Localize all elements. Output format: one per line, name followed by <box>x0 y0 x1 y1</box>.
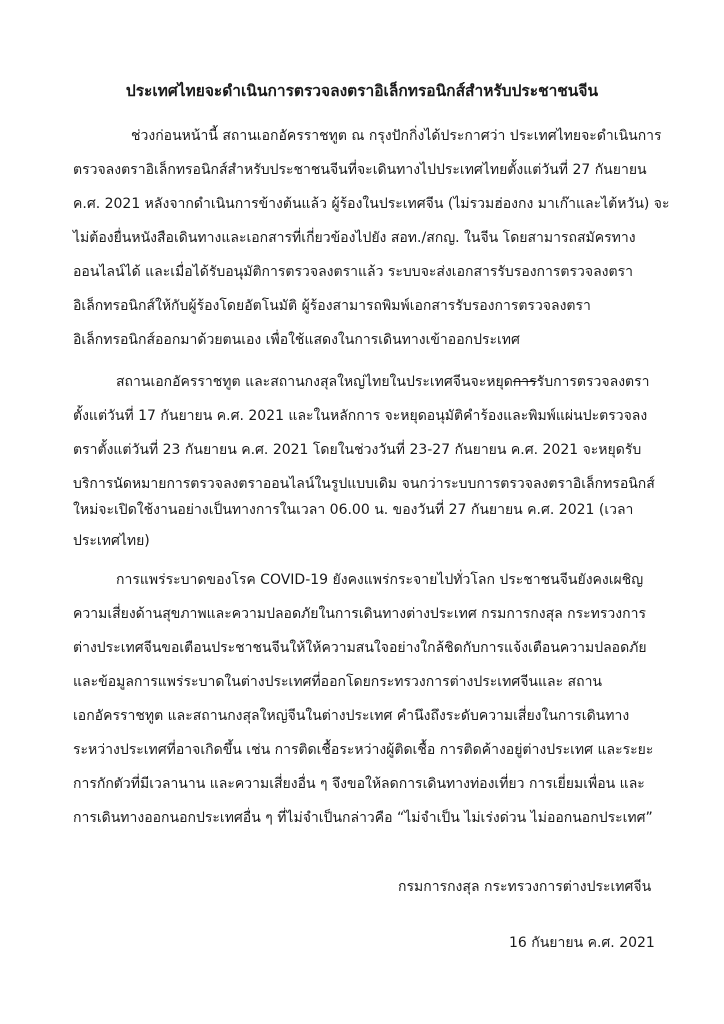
paragraph-line <box>116 372 650 392</box>
paragraph-line: ประเทศไทย) <box>73 533 150 549</box>
paragraph-line: และข้อมูลการแพร่ระบาดในต่างประเทศที่ออกโดยกระทรวงการต่างประเทศจีนและ สถาน <box>73 674 603 690</box>
paragraph-line: การแพร่ระบาดของโรค COVID-19 ยังคงแพร่กระจายไปทั่วโลก ประชาชนจีนยังคงเผชิญ <box>116 572 644 588</box>
paragraph-line: เอกอัครราชทูต และสถานกงสุลใหญ่จีนในต่างประเทศ คำนึงถึงระดับความเสี่ยงในการเดินทาง <box>73 708 630 724</box>
paragraph-line: ใหม่จะเปิดใช้งานอย่างเป็นทางการในเวลา 06.00 น. ของวันที่ 27 กันยายน ค.ศ. 2021 (เวลา <box>73 502 634 518</box>
paragraph-line: บริการนัดหมายการตรวจลงตราออนไลน์ในรูปแบบเดิม จนกว่าระบบการตรวจลงตราอิเล็กทรอนิกส์ <box>73 476 655 492</box>
document-title: ประเทศไทยจะดำเนินการตรวจลงตราอิเล็กทรอนิกส์สำหรับประชาชนจีน <box>125 82 599 100</box>
line-text: สถานเอกอัครราชทูต และสถานกงสุลใหญ่ไทยในประเทศจีนจะหยุด <box>116 374 513 390</box>
paragraph-line: ตั้งแต่วันที่ 17 กันยายน ค.ศ. 2021 และในหลักการ จะหยุดอนุมัติคำร้องและพิมพ์แผ่นปะตรวจลง <box>73 408 648 424</box>
paragraph-line: ออนไลน์ได้ และเมื่อได้รับอนุมัติการตรวจลงตราแล้ว ระบบจะส่งเอกสารรับรองการตรวจลงตรา <box>73 264 633 280</box>
paragraph-line: การกักตัวที่มีเวลานาน และความเสี่ยงอื่น ๆ จึงขอให้ลดการเดินทางท่องเที่ยว การเยี่ยมเพื่อน และ <box>73 776 645 792</box>
paragraph-line: ระหว่างประเทศที่อาจเกิดขึ้น เช่น การติดเชื้อระหว่างผู้ติดเชื้อ การติดค้างอยู่ต่างประเทศ และระยะ <box>73 742 654 758</box>
signature-organization: กรมการกงสุล กระทรวงการต่างประเทศจีน <box>398 879 652 895</box>
paragraph-line: ตราตั้งแต่วันที่ 23 กันยายน ค.ศ. 2021 โดยในช่วงวันที่ 23-27 กันยายน ค.ศ. 2021 จะหยุดรับ <box>73 442 642 458</box>
struck-text: การ <box>512 374 537 390</box>
signature-date: 16 กันยายน ค.ศ. 2021 <box>509 935 655 951</box>
paragraph-line: ต่างประเทศจีนขอเตือนประชาชนจีนให้ให้ความสนใจอย่างใกล้ชิดกับการแจ้งเตือนความปลอดภัย <box>73 640 647 656</box>
paragraph-line: ไม่ต้องยื่นหนังสือเดินทางและเอกสารที่เกี่ยวข้องไปยัง สอท./สกญ. ในจีน โดยสามารถสมัครทาง <box>73 230 636 246</box>
paragraph-line: อิเล็กทรอนิกส์ให้กับผู้ร้องโดยอัตโนมัติ ผู้ร้องสามารถพิมพ์เอกสารรับรองการตรวจลงตรา <box>73 298 591 314</box>
paragraph-line: อิเล็กทรอนิกส์ออกมาด้วยตนเอง เพื่อใช้แสดงในการเดินทางเข้าออกประเทศ <box>73 332 520 348</box>
line-text: รับการตรวจลงตรา <box>536 374 650 390</box>
paragraph-line: ความเสี่ยงด้านสุขภาพและความปลอดภัยในการเดินทางต่างประเทศ กรมการกงสุล กระทรวงการ <box>73 606 646 622</box>
paragraph-line: ตรวจลงตราอิเล็กทรอนิกส์สำหรับประชาชนจีนที่จะเดินทางไปประเทศไทยตั้งแต่วันที่ 27 กันยายน <box>73 162 647 178</box>
paragraph-line: ค.ศ. 2021 หลังจากดำเนินการข้างต้นแล้ว ผู้ร้องในประเทศจีน (ไม่รวมฮ่องกง มาเก๊าและไต้หวัน) จะ <box>73 196 670 212</box>
paragraph-line: การเดินทางออกนอกประเทศอื่น ๆ ที่ไม่จำเป็นกล่าวคือ “ไม่จำเป็น ไม่เร่งด่วน ไม่ออกนอกประเทศ” <box>73 810 653 826</box>
paragraph-line: ช่วงก่อนหน้านี้ สถานเอกอัครราชทูต ณ กรุงปักกิ่งได้ประกาศว่า ประเทศไทยจะดำเนินการ <box>131 128 662 144</box>
